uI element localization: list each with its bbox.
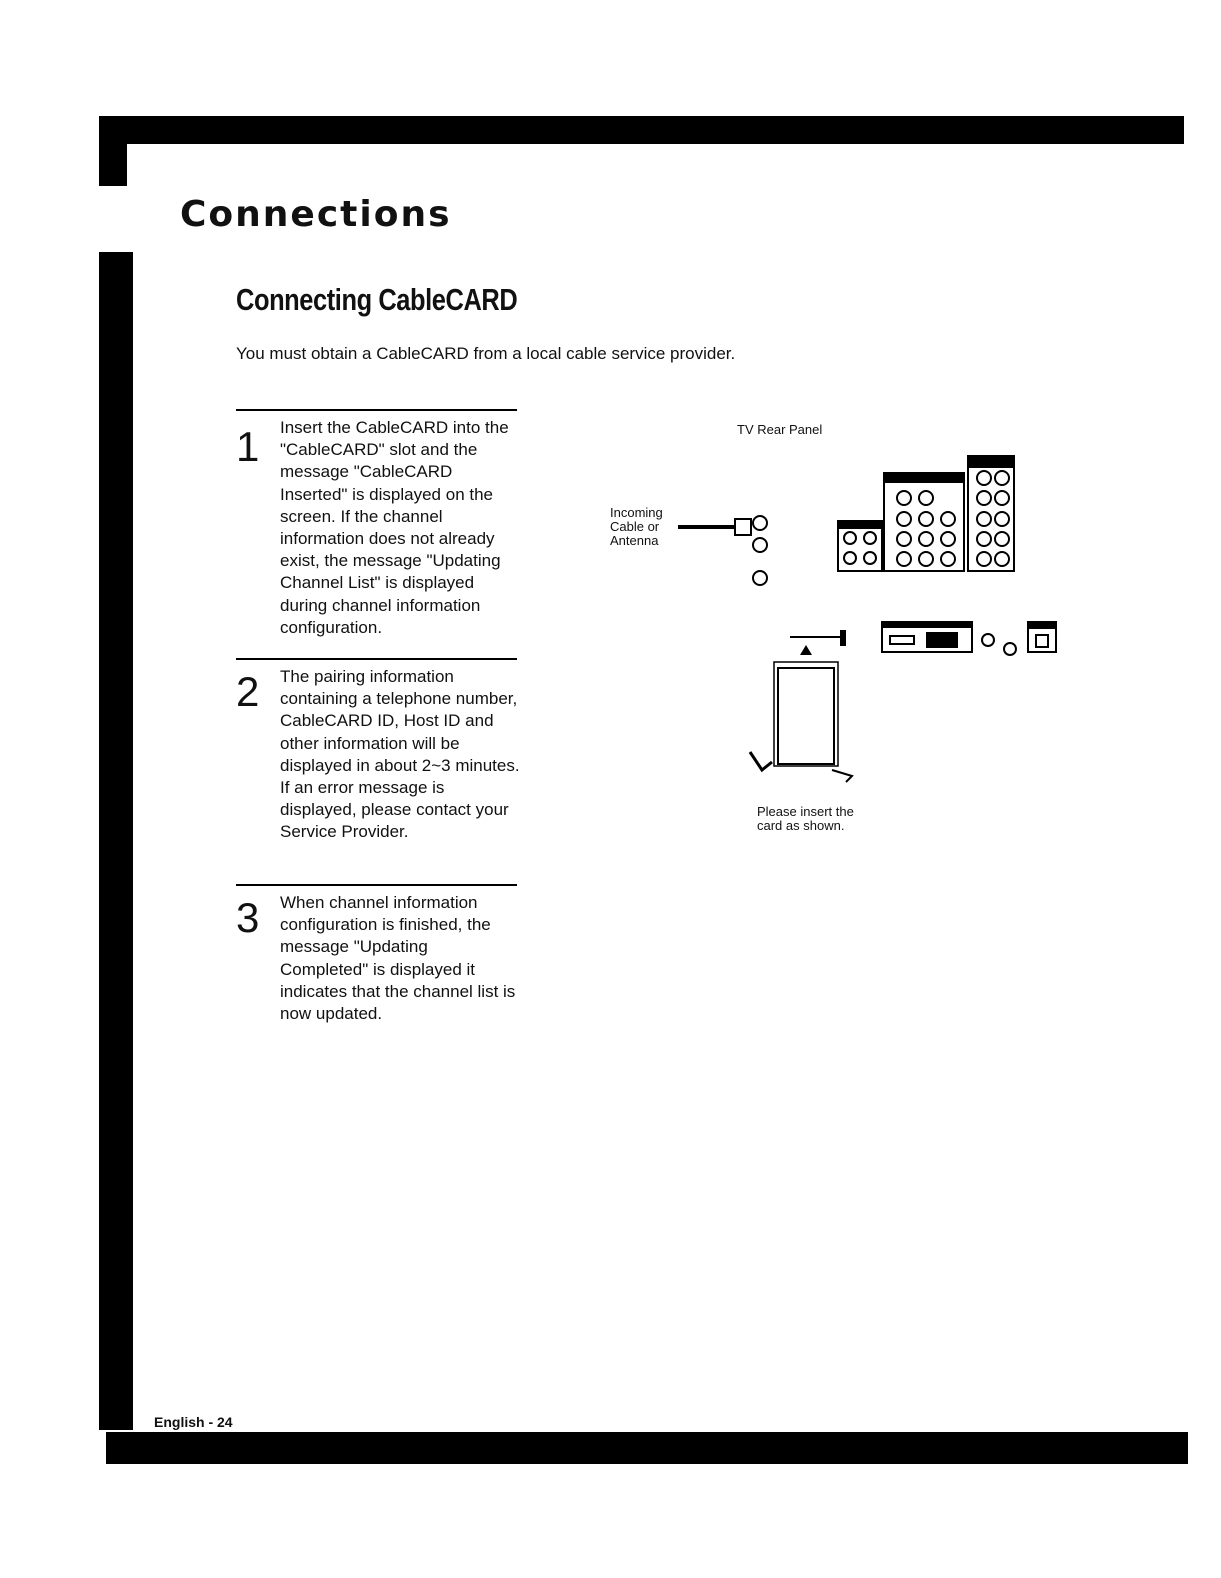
insert-caption-line-2: card as shown.: [757, 818, 845, 833]
page-number: English - 24: [154, 1414, 233, 1430]
top-bar: [99, 116, 1184, 144]
panel-label: TV Rear Panel: [737, 422, 823, 437]
insert-caption: [757, 805, 854, 833]
step-2: [236, 658, 520, 842]
insert-caption-line-1: Please insert the: [757, 804, 854, 819]
step-text: Insert the CableCARD into the "CableCARD" slot and the message "CableCARD Inserted" is displayed on the screen. If the channel information does not already exist, the message "Updating Channel List" is displayed during channel information configuration.: [280, 418, 509, 637]
incoming-line-3: Antenna: [610, 533, 659, 548]
top-left-bar: [99, 116, 127, 186]
step-number: 1: [236, 423, 260, 470]
incoming-line-2: Cable or: [610, 519, 660, 534]
bottom-bar: [106, 1432, 1188, 1464]
step-text: When channel information configuration is finished, the message "Updating Completed" is displayed it indicates that the channel list is now updated.: [280, 893, 516, 1024]
incoming-line-1: Incoming: [610, 505, 663, 520]
tv-rear-panel-illustration: [600, 440, 1070, 800]
step-text: The pairing information containing a telephone number, CableCARD ID, Host ID and other information will be displayed in about 2~3 minutes. If an error message is displayed, please contact your Service Provider.: [280, 667, 520, 842]
intro-text: You must obtain a CableCARD from a local cable service provider.: [236, 344, 736, 363]
page-title: Connecting CableCARD: [236, 282, 518, 317]
section-title: Connections: [180, 194, 452, 235]
step-number: 2: [236, 668, 260, 715]
step-number: 3: [236, 894, 260, 941]
left-bar: [99, 252, 133, 1430]
step-3: [236, 884, 517, 1024]
step-1: [236, 409, 517, 637]
